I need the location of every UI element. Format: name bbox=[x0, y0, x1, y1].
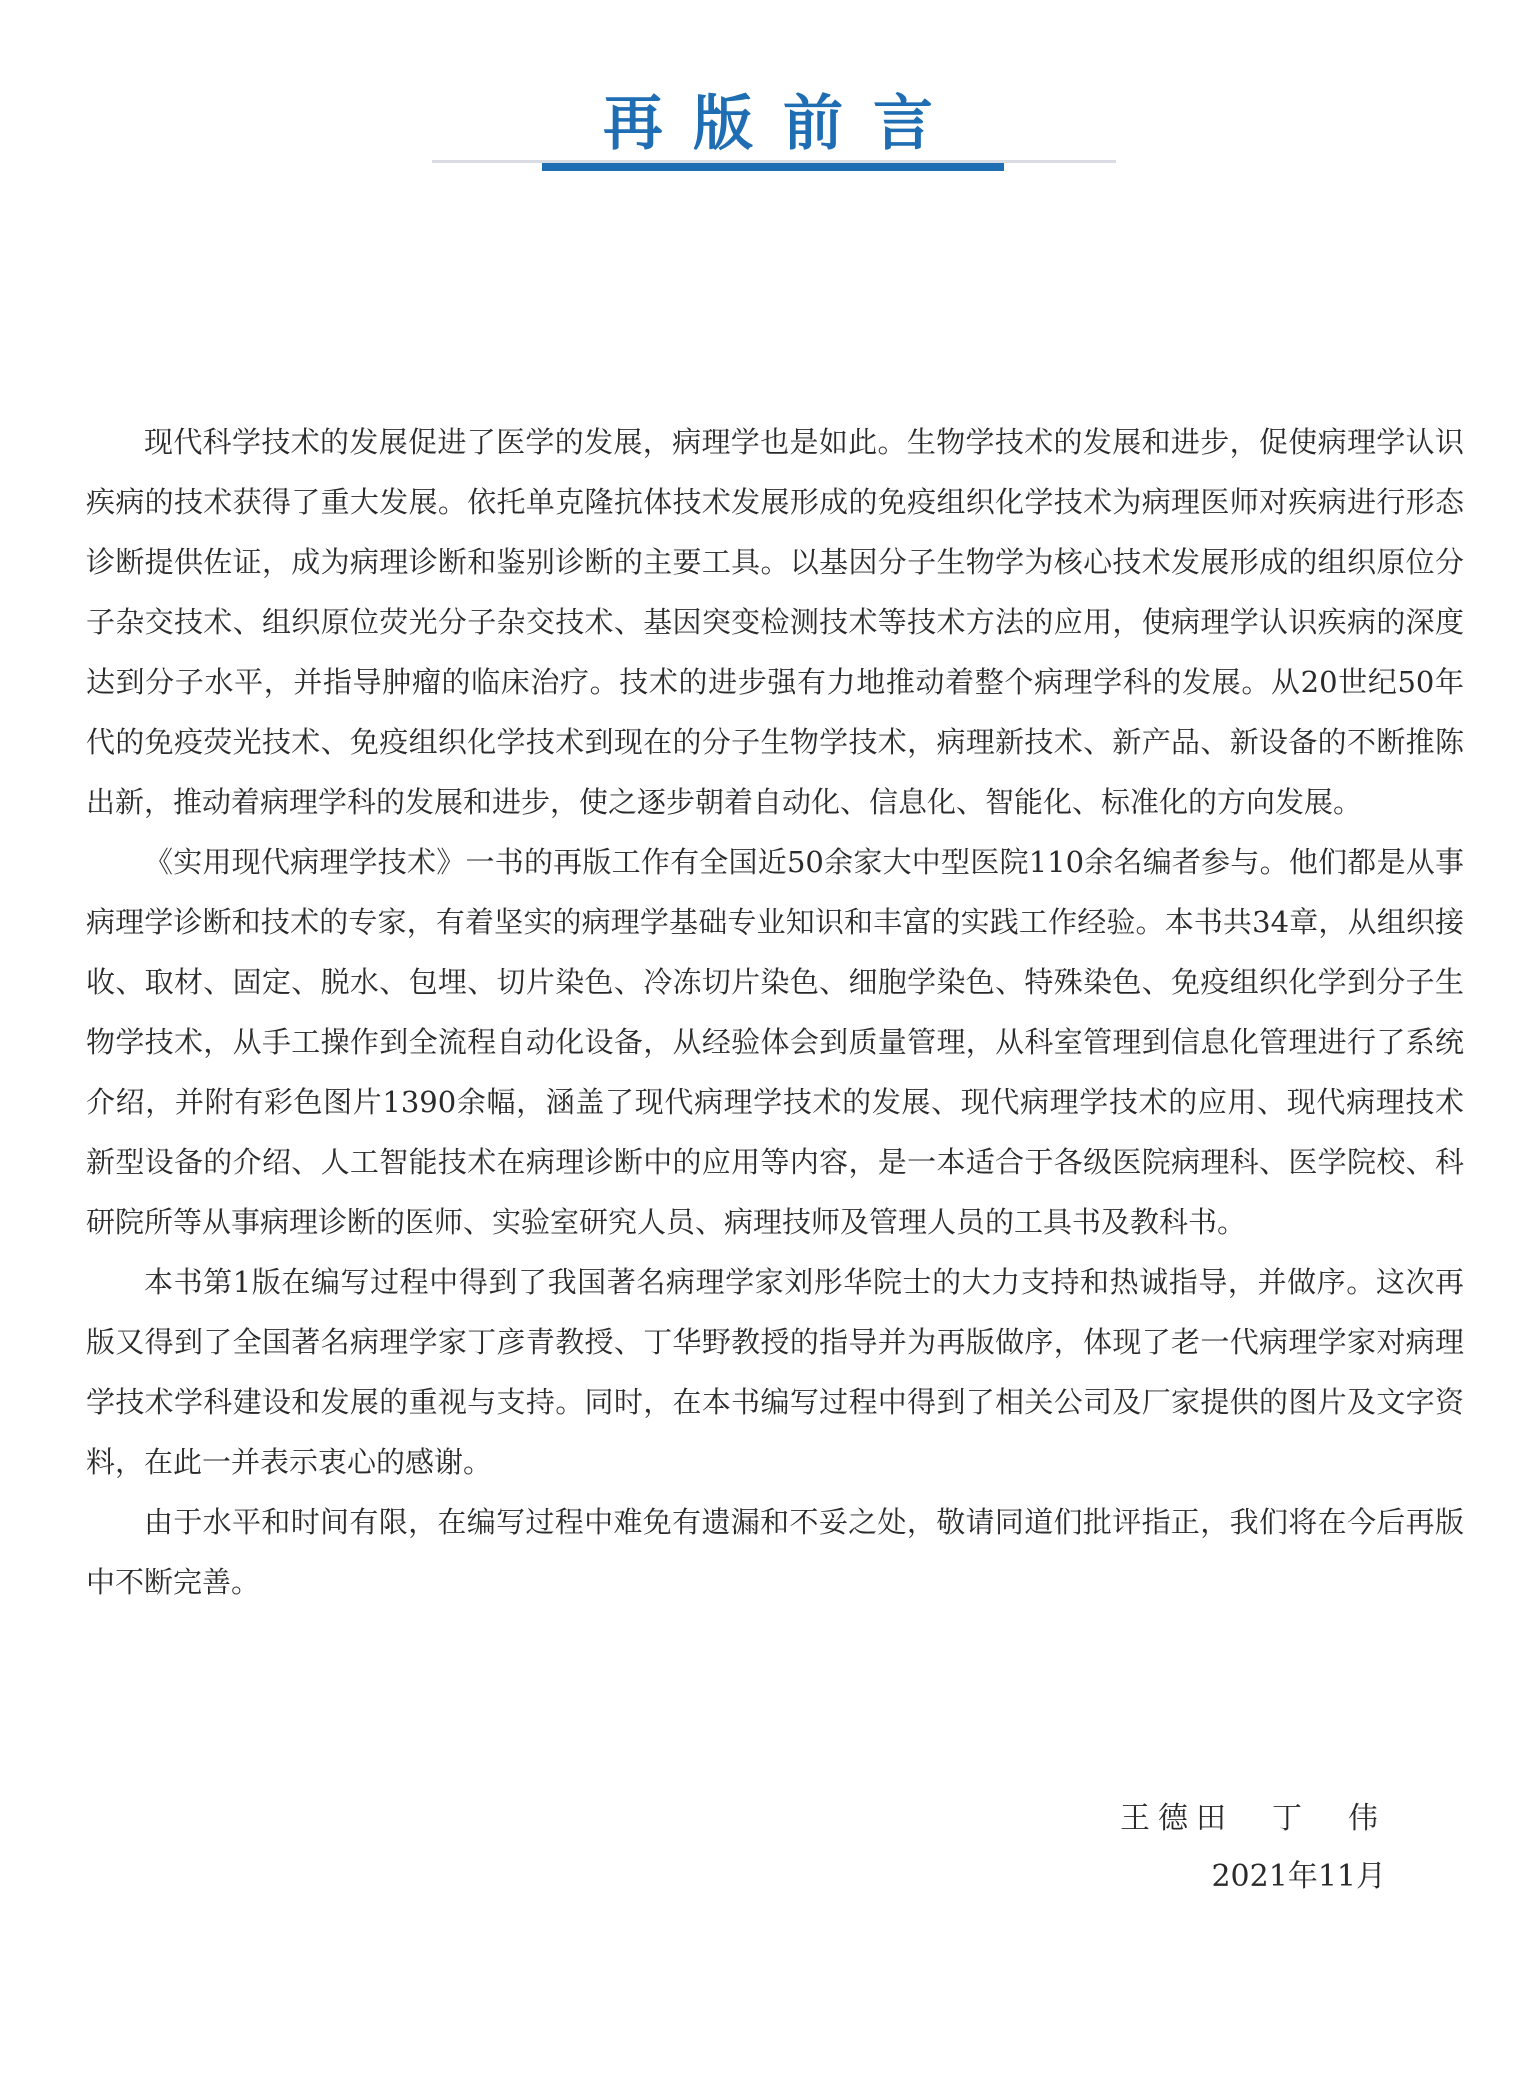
paragraph-4: 由于水平和时间有限，在编写过程中难免有遗漏和不妥之处，敬请同道们批评指正，我们将在今后再版中不断完善。 bbox=[86, 1505, 1464, 1599]
preface-body bbox=[86, 412, 1464, 1612]
signature-date: 2021年11月 bbox=[1211, 1859, 1386, 1894]
title-underline-accent bbox=[542, 163, 1004, 171]
author-names: 王德田 丁 伟 bbox=[1120, 1801, 1386, 1836]
paragraph-2: 《实用现代病理学技术》一书的再版工作有全国近50余家大中型医院110余名编者参与。他们都是从事病理学诊断和技术的专家，有着坚实的病理学基础专业知识和丰富的实践工作经验。本书共34章，从组织接收、取材、固定、脱水、包埋、切片染色、冷冻切片染色、细胞学染色、特殊染色、免疫组织化学到分子生物学技术，从手工操作到全流程自动化设备，从经验体会到质量管理，从科室管理到信息化管理进行了系统介绍，并附有彩色图片1390余幅，涵盖了现代病理学技术的发展、现代病理学技术的应用、现代病理技术新型设备的介绍、人工智能技术在病理诊断中的应用等内容，是一本适合于各级医院病理科、医学院校、科研院所等从事病理诊断的医师、实验室研究人员、病理技师及管理人员的工具书及教科书。 bbox=[86, 845, 1464, 1239]
paragraph-1: 现代科学技术的发展促进了医学的发展，病理学也是如此。生物学技术的发展和进步，促使病理学认识疾病的技术获得了重大发展。依托单克隆抗体技术发展形成的免疫组织化学技术为病理医师对疾病进行形态诊断提供佐证，成为病理诊断和鉴别诊断的主要工具。以基因分子生物学为核心技术发展形成的组织原位分子杂交技术、组织原位荧光分子杂交技术、基因突变检测技术等技术方法的应用，使病理学认识疾病的深度达到分子水平，并指导肿瘤的临床治疗。技术的进步强有力地推动着整个病理学科的发展。从20世纪50年代的免疫荧光技术、免疫组织化学技术到现在的分子生物学技术，病理新技术、新产品、新设备的不断推陈出新，推动着病理学科的发展和进步，使之逐步朝着自动化、信息化、智能化、标准化的方向发展。 bbox=[86, 425, 1464, 819]
page-title: 再版前言 bbox=[603, 89, 963, 159]
signature-block bbox=[1120, 1790, 1386, 1906]
paragraph-3: 本书第1版在编写过程中得到了我国著名病理学家刘彤华院士的大力支持和热诚指导，并做序。这次再版又得到了全国著名病理学家丁彦青教授、丁华野教授的指导并为再版做序，体现了老一代病理学家对病理学技术学科建设和发展的重视与支持。同时，在本书编写过程中得到了相关公司及厂家提供的图片及文字资料，在此一并表示衷心的感谢。 bbox=[86, 1265, 1464, 1479]
